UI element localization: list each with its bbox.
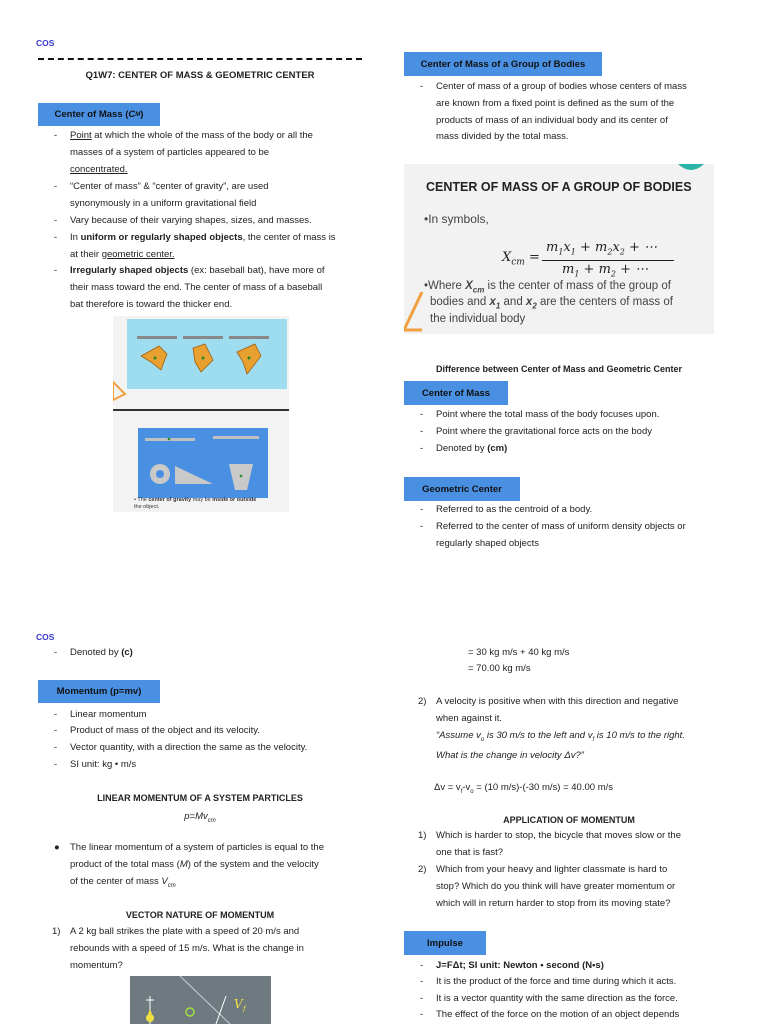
calc-line-1: = 30 kg m/s + 40 kg m/s	[468, 647, 570, 658]
slide-title: CENTER OF MASS OF A GROUP OF BODIES	[426, 180, 692, 194]
group-of-bodies-header: Center of Mass of a Group of Bodies	[404, 52, 602, 76]
difference-title: Difference between Center of Mass and Geometric Center	[435, 364, 683, 374]
linear-momentum-formula: $p=Mv_{cm}$	[184, 811, 216, 824]
slide-orange-accent	[404, 292, 424, 334]
slide-where-text: •Where $X_{cm}$ is the center of mass of the group of bodies and $x_1$ and $x_2$ are the centers of mass of the individual body	[424, 280, 673, 325]
impulse-header: Impulse	[404, 931, 486, 955]
delta-v-equation: $\Delta v = v_f-v_o = (10$ m/s)-(-30 m/s) = 40.00 m/s	[434, 782, 613, 795]
cos-label: COS	[36, 38, 55, 48]
cos-label-2: COS	[36, 632, 55, 642]
slide-symbols-label: •In symbols,	[424, 212, 489, 226]
dashed-separator	[38, 58, 362, 60]
center-of-gravity-illustration	[113, 316, 289, 512]
application-title: APPLICATION OF MOMENTUM	[503, 815, 635, 825]
center-of-mass-header: Center of Mass ( C M )	[38, 103, 160, 126]
svg-text:V: V	[234, 997, 243, 1011]
svg-text:f: f	[243, 1005, 246, 1013]
center-of-gravity-figure	[113, 316, 289, 512]
vector-nature-title: VECTOR NATURE OF MOMENTUM	[125, 910, 275, 920]
ball-plate-figure	[130, 976, 271, 1024]
center-of-mass-subheader: Center of Mass	[404, 381, 508, 405]
ball-plate-illustration	[130, 976, 271, 1024]
figure-caption: • The center of gravity may be inside or outside the object.	[134, 497, 257, 510]
doc-title: Q1W7: CENTER OF MASS & GEOMETRIC CENTER	[85, 70, 315, 81]
linear-momentum-title: LINEAR MOMENTUM OF A SYSTEM PARTICLES	[97, 793, 303, 803]
geometric-center-header: Geometric Center	[404, 477, 520, 501]
slide-image: CENTER OF MASS OF A GROUP OF BODIES •In symbols, $X_{cm}$ = $m_1x_1 + m_2x_2$ + ⋯ $m_1 + m_2$ + ⋯ •Where $X_{cm}$ is the center of mass of the group of bodies and $x_1$ and $x_2$ are the centers of mass of the individual body	[404, 164, 714, 334]
momentum-header: Momentum (p=mv)	[38, 680, 160, 703]
slide-teal-accent	[678, 164, 704, 172]
calc-line-2: = 70.00 kg m/s	[468, 663, 531, 674]
